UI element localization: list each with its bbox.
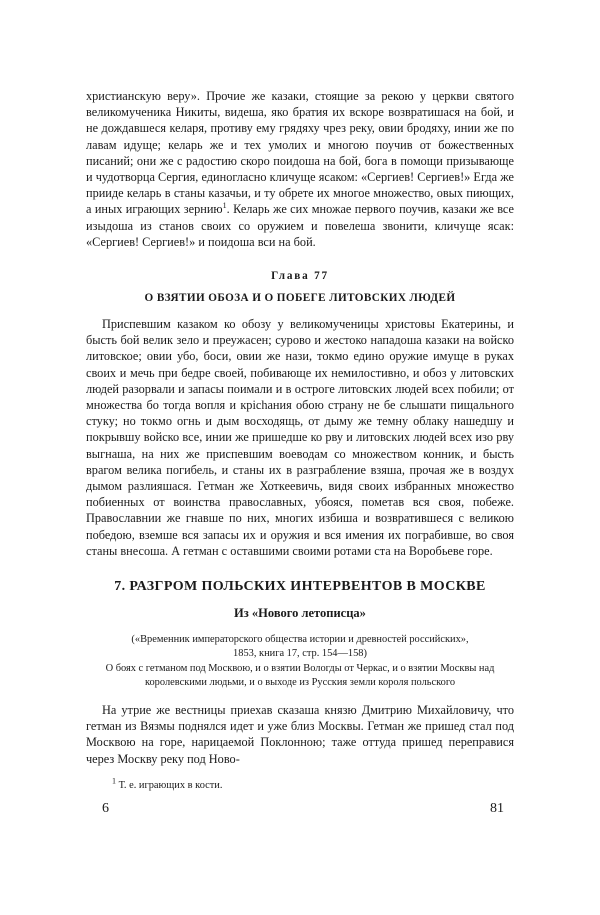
chapter-title: О ВЗЯТИИ ОБОЗА И О ПОБЕГЕ ЛИТОВСКИХ ЛЮДЕЙ — [144, 292, 456, 305]
footnote-mark: 1 — [222, 201, 227, 211]
citation-line-2: 1853, книга 17, стр. 154—158) — [233, 647, 367, 659]
footnote-number: 1 — [112, 776, 116, 786]
signature-mark: 6 — [102, 800, 109, 816]
source-title: Из «Нового летописца» — [234, 606, 366, 621]
citation-line-1: («Временник императорского общества истории и древностей российских», — [131, 634, 469, 646]
chapter-paragraph: Приспевшим казаком ко обозу у великомученицы христовы Екатерины, и бысть бой велик зело и преужасен; сурово и жестоко нападоша казаки на войско литовское; овии убо, боси, овии же нази, токмо едино оружие имуще в руках своих и мечь при бедре своей, побивающе их немилостивно, и обоз у литовских людей разорвали и запасы поимали и в остроге литовских людей всех побили; от множества бо тогда вопля и крichания обою страну не бе слышати пищального стуку; но токмо огнь и дым восходящь, от дыму же темну облаку нашедшу и покрывшу войско все, инии же пришедше ко рву и литовских людей всех изо рву выгнаша, на них же приспевшим воеводам со множеством конник, и бысть врагом велика погибель, и станы их в разграбление взяша, прочая же в воздух дымом разлияшася. Гетман же Хоткеевичь, видя своих избранных множество побиенных от воинства православных, убояся, пометав вся своя, побеже. Православнии же гнавше по них, многих избиша и возвратившеся с великою победою, вземше вся запасы их и оружия и вся имения их пограбивше, во своя станы внесоша. А гетман с оставшими своими ротами ста на Воробьеве горе. — [86, 317, 514, 558]
source-citation — [86, 633, 514, 660]
chapter-label: Глава 77 — [271, 270, 329, 283]
page-number: 81 — [490, 800, 504, 816]
footnote-text: Т. е. играющих в кости. — [118, 779, 223, 791]
section-title: 7. РАЗГРОМ ПОЛЬСКИХ ИНТЕРВЕНТОВ В МОСКВЕ — [114, 579, 486, 595]
opening-paragraph: христианскую веру». Прочие же казаки, стоящие за рекою у церкви святого великомученика Никиты, видеша, яко братия их вскоре возвратишася на бой, и не дождавшеся келаря, противу ему грядяху чрез реку, овии бродяху, инии же по лавам идуще; келарь же и тех умолих и многою поучив от божественных писаний; они же с радостию скоро поидоша на бой, бога в помощи призывающе и чудотворца Сергия, единогласно кличуще ясаком: «Сергиев! Сергиев!» Егда же прииде келарь в станы казачьи, и ту обрете их многое множество, овых пиющих, а иных играющих зернию$^1$. Келарь же сих множае первого поучив, казаки же все изыдоша из станов своих со оружием и повелеша звонити, кличуще ясак: «Сергиев! Сергиев!» и поидоша вси на бой. — [86, 89, 515, 249]
page-footer — [86, 801, 514, 823]
section-paragraph: На утрие же вестницы приехав сказаша князю Дмитрию Михайловичу, что гетман из Вязмы поднялся идет и уже близ Москвы. Гетман же пришед стал под Москвою на горе, нарицаемой Поклонною; таже оттуда пришед переправися через Москву реку под Ново- — [86, 703, 514, 766]
document-page — [86, 88, 514, 823]
footnote — [112, 776, 514, 791]
section-summary: О боях с гетманом под Москвою, и о взятии Вологды от Черкас, и о взятии Москвы над королевскими людьми, и о выходе из Русския земли короля польского — [105, 663, 495, 688]
